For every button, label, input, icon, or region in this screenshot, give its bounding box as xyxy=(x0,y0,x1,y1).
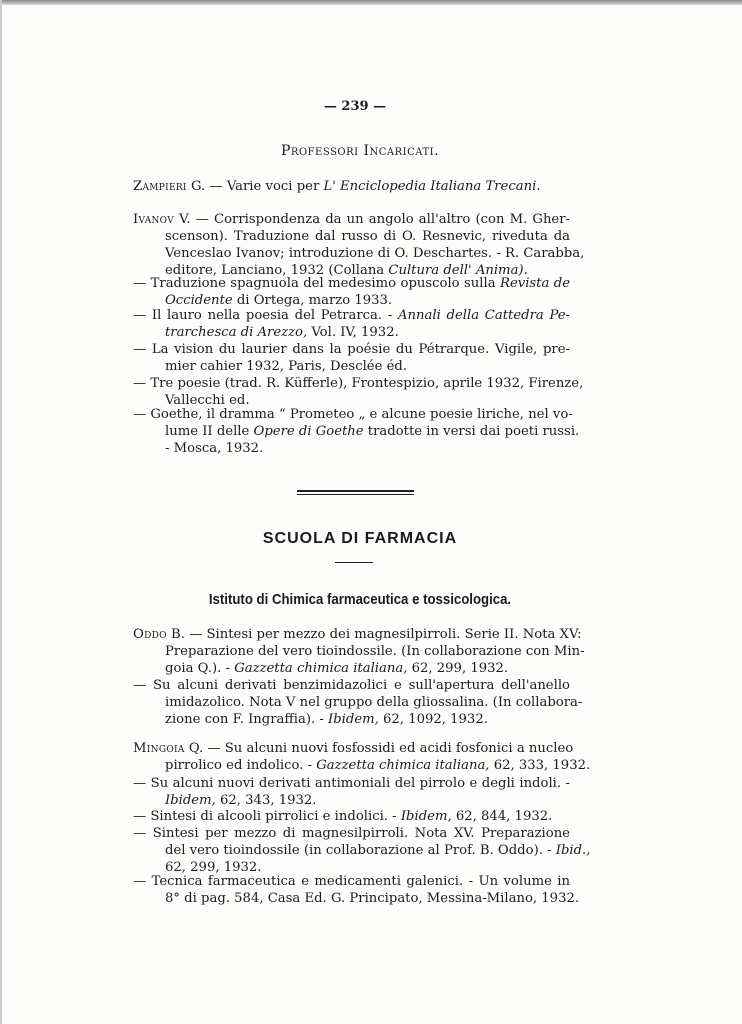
entry-text: pirrolico ed indolico. - xyxy=(165,758,317,773)
italic-title-text: Ibid., xyxy=(555,843,591,858)
institute-heading: Istituto di Chimica farmaceutica e tossicologica. xyxy=(208,591,512,608)
italic-title-text: Opere di Goethe xyxy=(253,424,364,439)
entry-text: — Il lauro nella poesia del Petrarca. - xyxy=(133,308,398,323)
italic-title-text: Ibidem, xyxy=(400,809,452,824)
entry-line xyxy=(165,694,583,711)
section-divider-rule xyxy=(297,490,414,492)
entry-text: 62, 844, 1932. xyxy=(451,809,553,824)
entry-text: mier cahier 1932, Paris, Desclée éd. xyxy=(165,359,408,374)
entry-text: — La vision du laurier dans la poésie du Pétrarque. Vigile, pre- xyxy=(133,342,570,357)
entry-text: goia Q.). - xyxy=(165,661,235,676)
italic-title-text: L' Enciclopedia Italiana Trecani. xyxy=(323,179,541,194)
entry-line xyxy=(133,178,541,195)
entry-line xyxy=(165,842,591,859)
italic-title-text: Cultura dell' Anima). xyxy=(388,263,528,278)
section-heading-professori: Professori Incaricati. xyxy=(280,143,440,159)
italic-title-text: Revista de xyxy=(500,276,571,291)
entry-line xyxy=(165,324,399,341)
entry-text: Vol. IV, 1932. xyxy=(307,325,399,340)
entry-text: 62, 343, 1932. xyxy=(215,793,317,808)
entry-line xyxy=(165,440,263,457)
scan-left-edge xyxy=(0,0,2,1024)
entry-text: — Su alcuni nuovi derivati antimoniali del pirrolo e degli indoli. - xyxy=(133,776,570,791)
entry-text: Q. — Su alcuni nuovi fosfossidi ed acidi fosfonici a nucleo xyxy=(184,741,574,756)
entry-text: B. — Sintesi per mezzo dei magnesilpirroli. Serie II. Nota XV: xyxy=(166,627,582,642)
entry-line xyxy=(133,341,570,358)
entry-text: — Tre poesie (trad. R. Küfferle), Frontespizio, aprile 1932, Firenze, xyxy=(133,376,584,391)
entry-text: scenson). Traduzione dal russo di O. Resnevic, riveduta da xyxy=(165,229,570,244)
entry-line xyxy=(133,677,570,694)
entry-text: lume II delle xyxy=(165,424,254,439)
entry-line xyxy=(165,711,488,728)
entry-line xyxy=(165,660,508,677)
entry-line xyxy=(165,792,316,809)
entry-line xyxy=(133,406,573,423)
italic-title-text: Gazzetta chimica italiana, xyxy=(234,661,408,676)
italic-title-text: Occidente xyxy=(165,293,233,308)
italic-title-text: trarchesca di Arezzo, xyxy=(165,325,308,340)
entry-text: 62, 299, 1932. xyxy=(165,860,262,875)
heading-underline-rule xyxy=(335,562,373,563)
entry-line xyxy=(165,358,407,375)
entry-text: 62, 1092, 1932. xyxy=(378,712,488,727)
author-name: Mingoia xyxy=(133,741,185,756)
entry-text: zione con F. Ingraffia). - xyxy=(165,712,329,727)
entry-line xyxy=(165,757,590,774)
entry-text: — Goethe, il dramma “ Prometeo „ e alcune poesie liriche, nel vo- xyxy=(133,407,573,422)
entry-line xyxy=(133,825,570,842)
entry-line xyxy=(133,375,584,392)
entry-line xyxy=(165,890,579,907)
section-heading-farmacia: SCUOLA DI FARMACIA xyxy=(262,530,458,547)
entry-text: G. — Varie voci per xyxy=(186,179,324,194)
entry-text: Preparazione del vero tioindossile. (In collaborazione con Min- xyxy=(165,644,585,659)
entry-line xyxy=(133,775,570,792)
entry-text: — Traduzione spagnuola del medesimo opuscolo sulla xyxy=(133,276,501,291)
entry-line xyxy=(133,307,570,324)
author-name: Ivanov xyxy=(133,212,174,227)
entry-line xyxy=(133,211,570,228)
entry-text: Vallecchi ed. xyxy=(165,393,250,408)
entry-line xyxy=(133,275,570,292)
section-divider-rule-thin xyxy=(297,494,414,495)
entry-text: imidazolico. Nota V nel gruppo della gliossalina. (In collabora- xyxy=(165,695,583,710)
entry-text: tradotte in versi dai poeti russi. xyxy=(363,424,580,439)
entry-line xyxy=(133,626,582,643)
entry-text: 62, 299, 1932. xyxy=(407,661,509,676)
entry-text: — Tecnica farmaceutica e medicamenti galenici. - Un volume in xyxy=(133,874,570,889)
entry-text: editore, Lanciano, 1932 (Collana xyxy=(165,263,389,278)
author-name: Zampieri xyxy=(133,179,187,194)
italic-title-text: Annali della Cattedra Pe- xyxy=(398,308,570,323)
entry-line xyxy=(133,740,574,757)
entry-line xyxy=(165,245,585,262)
entry-line xyxy=(133,873,570,890)
entry-text: V. — Corrispondenza da un angolo all'altro (con M. Gher- xyxy=(174,212,570,227)
entry-text: di Ortega, marzo 1933. xyxy=(232,293,393,308)
entry-text: 8° di pag. 584, Casa Ed. G. Principato, Messina-Milano, 1932. xyxy=(165,891,580,906)
entry-text: del vero tioindossile (in collaborazione al Prof. B. Oddo). - xyxy=(165,843,556,858)
entry-text: - Mosca, 1932. xyxy=(165,441,264,456)
entry-text: — Sintesi per mezzo di magnesilpirroli. Nota XV. Preparazione xyxy=(133,826,570,841)
entry-line xyxy=(165,423,580,440)
entry-line xyxy=(165,643,585,660)
entry-line xyxy=(133,808,552,825)
page-number: — 239 — xyxy=(323,99,387,114)
entry-text: — Sintesi di alcooli pirrolici e indolici. - xyxy=(133,809,401,824)
scan-top-edge xyxy=(0,0,742,5)
entry-text: 62, 333, 1932. xyxy=(489,758,591,773)
entry-text: Venceslao Ivanov; introduzione di O. Deschartes. - R. Carabba, xyxy=(165,246,585,261)
author-name: Oddo xyxy=(133,627,167,642)
italic-title-text: Gazzetta chimica italiana, xyxy=(316,758,490,773)
entry-text: — Su alcuni derivati benzimidazolici e sull'apertura dell'anello xyxy=(133,678,570,693)
italic-title-text: Ibidem, xyxy=(328,712,379,727)
italic-title-text: Ibidem, xyxy=(165,793,216,808)
entry-line xyxy=(165,228,570,245)
